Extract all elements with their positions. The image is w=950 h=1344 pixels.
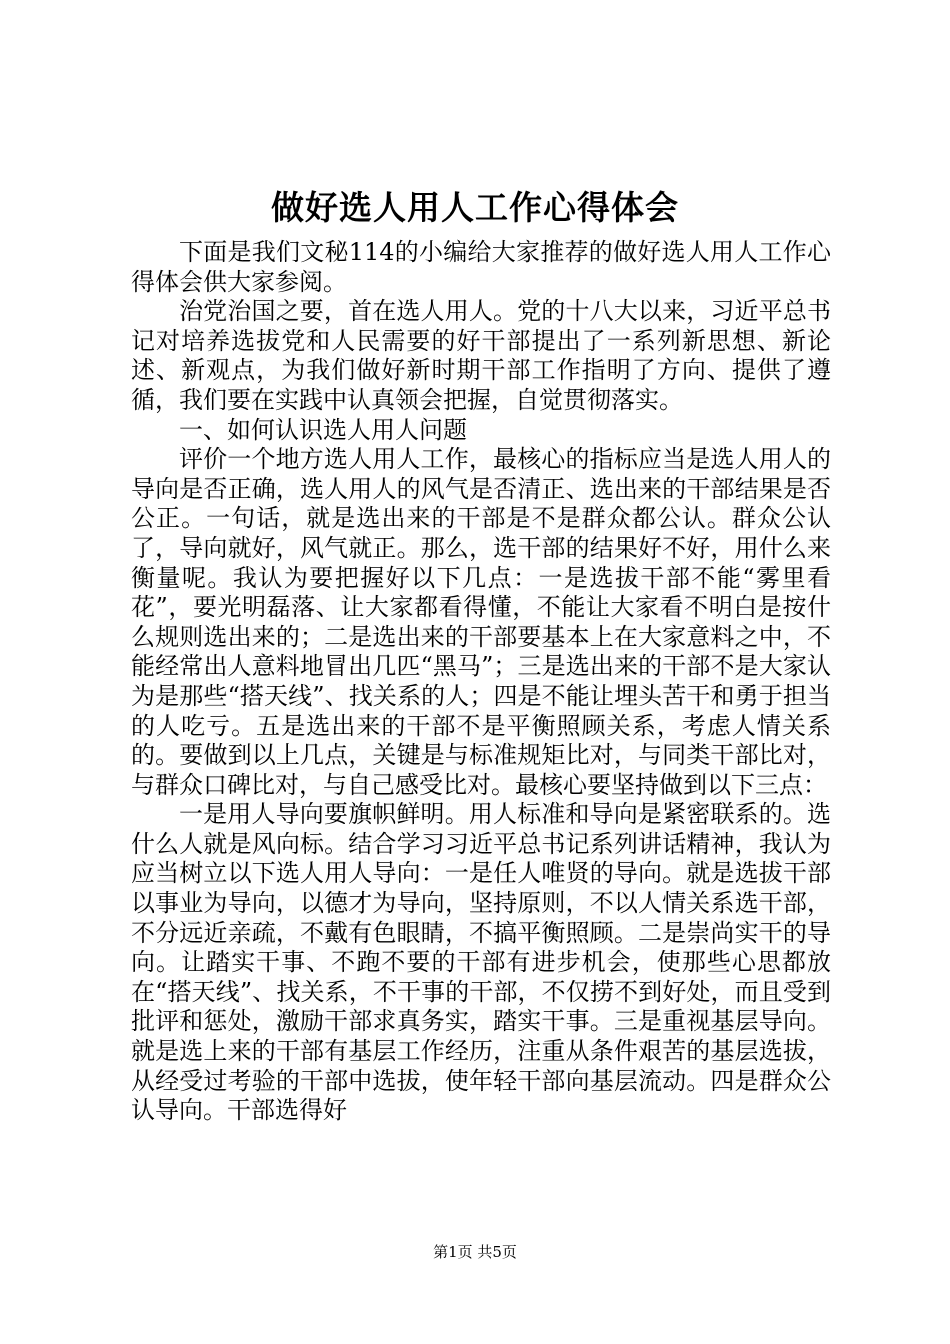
document-body — [131, 238, 831, 1126]
section-heading: 一、如何认识选人用人问题 — [179, 415, 467, 444]
paragraph-guidance: 一是用人导向要旗帜鲜明。用人标准和导向是紧密联系的。选什么人就是风向标。结合学习习近平总书记系列讲话精神，我认为应当树立以下选人用人导向：一是任人唯贤的导向。就是选拔干部以事业为导向，以德才为导向，坚持原则，不以人情关系选干部，不分远近亲疏，不戴有色眼睛，不搞平衡照顾。二是崇尚实干的导向。让踏实干事、不跑不要的干部有进步机会，使那些心思都放在“搭天线”、找关系，不干事的干部，不仅捞不到好处，而且受到批评和惩处，激励干部求真务实，踏实干事。三是重视基层导向。就是选上来的干部有基层工作经历，注重从条件艰苦的基层选拔，从经受过考验的干部中选拔，使年轻干部向基层流动。四是群众公认导向。干部选得好 — [131, 800, 831, 1125]
document-title: 做好选人用人工作心得体会 — [271, 188, 679, 227]
page-footer: 第1页 共5页 — [433, 1243, 517, 1261]
paragraph-evaluation: 评价一个地方选人用人工作，最核心的指标应当是选人用人的导向是否正确，选人用人的风气是否清正、选出来的干部结果是否公正。一句话，就是选出来的干部是不是群众都公认。群众公认了，导向就好，风气就正。那么，选干部的结果好不好，用什么来衡量呢。我认为要把握好以下几点：一是选拔干部不能“雾里看花”，要光明磊落、让大家都看得懂，不能让大家看不明白是按什么规则选出来的；二是选出来的干部要基本上在大家意料之中，不能经常出人意料地冒出几匹“黑马”；三是选出来的干部不是大家认为是那些“搭天线”、找关系的人；四是不能让埋头苦干和勇于担当的人吃亏。五是选出来的干部不是平衡照顾关系，考虑人情关系的。要做到以上几点，关键是与标准规矩比对，与同类干部比对，与群众口碑比对，与自己感受比对。最核心要坚持做到以下三点： — [131, 445, 831, 799]
paragraph-governance: 治党治国之要，首在选人用人。党的十八大以来，习近平总书记对培养选拔党和人民需要的好干部提出了一系列新思想、新论述、新观点，为我们做好新时期干部工作指明了方向、提供了遵循，我们要在实践中认真领会把握，自觉贯彻落实。 — [131, 297, 831, 414]
paragraph-intro: 下面是我们文秘114的小编给大家推荐的做好选人用人工作心得体会供大家参阅。 — [131, 238, 831, 296]
